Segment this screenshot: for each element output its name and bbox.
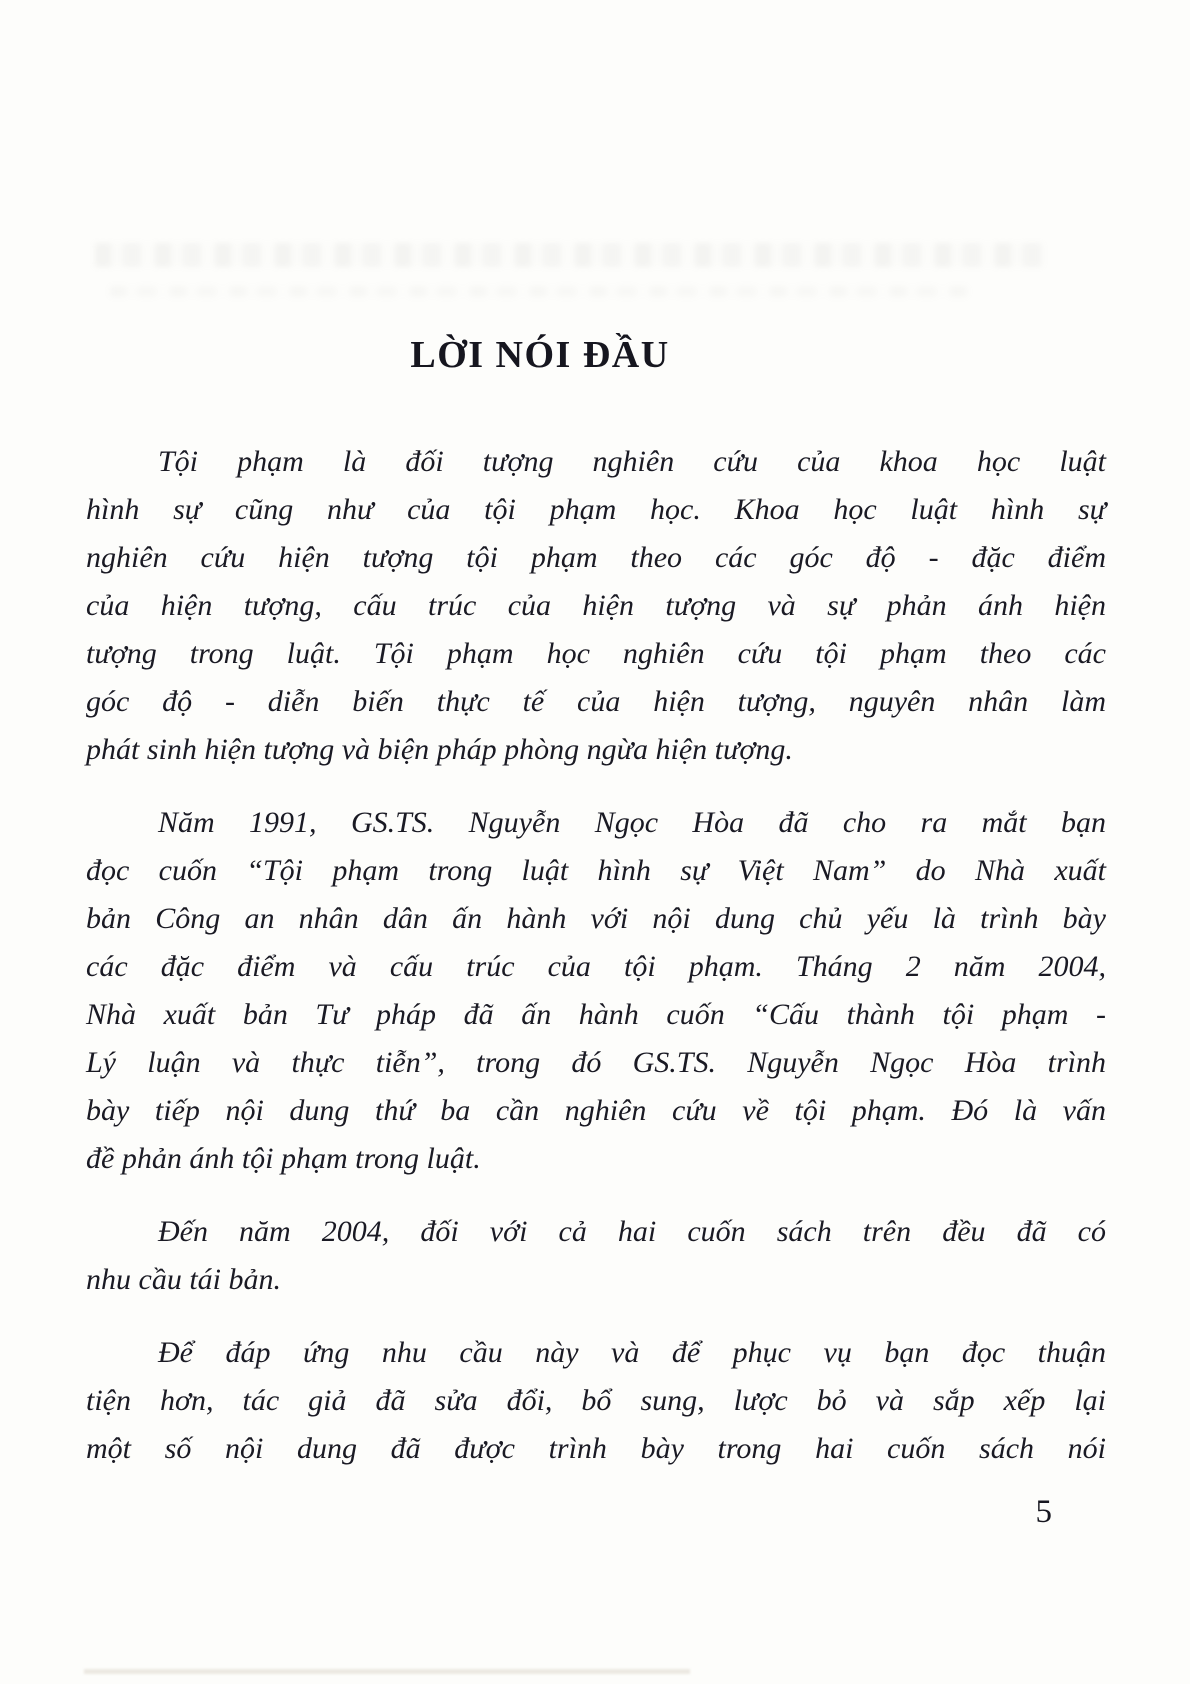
text-line: Để đáp ứng nhu cầu này và để phục vụ bạn đọc thuận xyxy=(158,1336,1106,1369)
text-line: một số nội dung đã được trình bày trong hai cuốn sách nói xyxy=(86,1432,1106,1465)
text-line: tiện hơn, tác giả đã sửa đổi, bổ sung, lược bỏ và sắp xếp lại xyxy=(86,1384,1106,1417)
text-line: Lý luận và thực tiễn”, trong đó GS.TS. Nguyễn Ngọc Hòa trình xyxy=(86,1046,1106,1079)
text-line: bày tiếp nội dung thứ ba cần nghiên cứu về tội phạm. Đó là vấn xyxy=(86,1094,1106,1127)
bleed-through-artifact xyxy=(95,243,1045,267)
text-line: Năm 1991, GS.TS. Nguyễn Ngọc Hòa đã cho ra mắt bạn xyxy=(158,806,1106,839)
text-line: nhu cầu tái bản. xyxy=(86,1263,281,1296)
text-line: nghiên cứu hiện tượng tội phạm theo các góc độ - đặc điểm xyxy=(86,541,1106,574)
text-line: tượng trong luật. Tội phạm học nghiên cứu tội phạm theo các xyxy=(86,637,1106,670)
text-line: bản Công an nhân dân ấn hành với nội dung chủ yếu là trình bày xyxy=(86,902,1106,935)
bleed-through-artifact xyxy=(110,286,970,297)
scan-edge-artifact xyxy=(84,1669,690,1674)
paragraph xyxy=(86,438,1106,774)
text-line: đọc cuốn “Tội phạm trong luật hình sự Việt Nam” do Nhà xuất xyxy=(86,854,1106,887)
page-number: 5 xyxy=(1035,1494,1052,1530)
body-paragraphs xyxy=(86,438,1106,1498)
text-line: của hiện tượng, cấu trúc của hiện tượng và sự phản ánh hiện xyxy=(86,589,1106,622)
text-line: hình sự cũng như của tội phạm học. Khoa học luật hình sự xyxy=(86,493,1106,526)
paragraph xyxy=(86,799,1106,1183)
text-line: góc độ - diễn biến thực tế của hiện tượng, nguyên nhân làm xyxy=(86,685,1106,718)
text-line: Tội phạm là đối tượng nghiên cứu của khoa học luật xyxy=(158,445,1106,478)
page-title: LỜI NÓI ĐẦU xyxy=(410,334,670,377)
text-line: các đặc điểm và cấu trúc của tội phạm. Tháng 2 năm 2004, xyxy=(86,950,1106,983)
text-line: phát sinh hiện tượng và biện pháp phòng ngừa hiện tượng. xyxy=(86,733,793,766)
text-line: Nhà xuất bản Tư pháp đã ấn hành cuốn “Cấu thành tội phạm - xyxy=(86,998,1106,1031)
paragraph xyxy=(86,1208,1106,1304)
paragraph xyxy=(86,1329,1106,1473)
text-line: Đến năm 2004, đối với cả hai cuốn sách trên đều đã có xyxy=(158,1215,1106,1248)
text-line: đề phản ánh tội phạm trong luật. xyxy=(86,1142,481,1175)
